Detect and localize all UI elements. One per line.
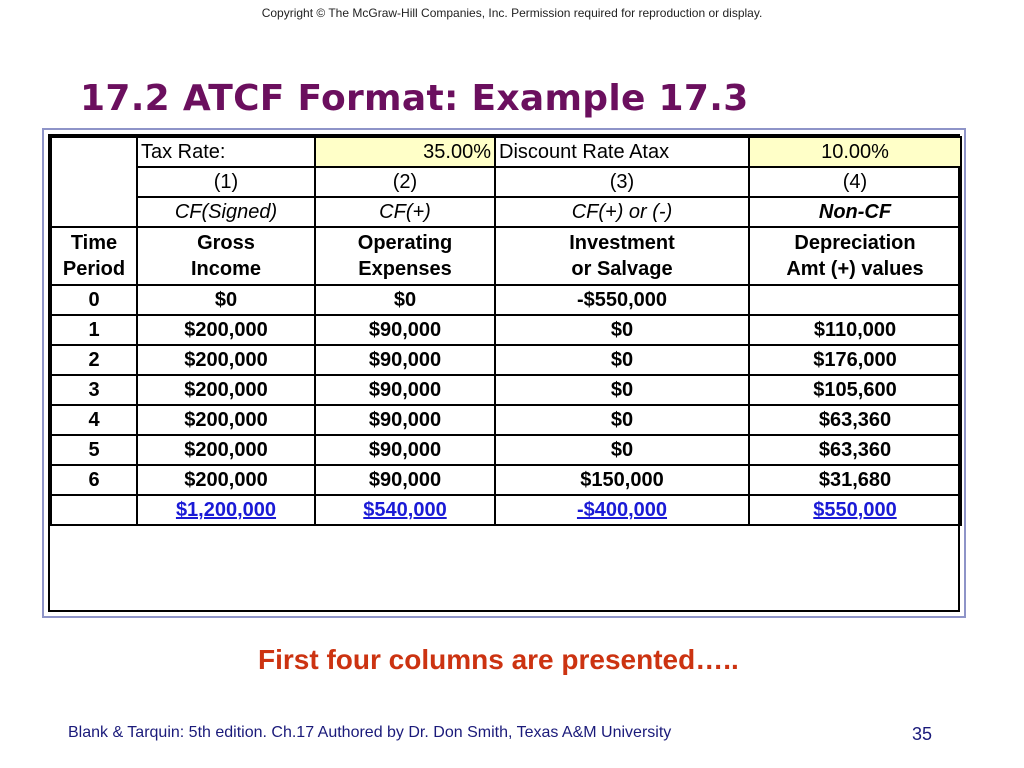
header-line: Depreciation — [794, 232, 916, 254]
table-row — [51, 435, 961, 465]
total-gross-income-link[interactable]: $1,200,000 — [175, 499, 277, 521]
column-number: (3) — [495, 167, 749, 197]
spreadsheet-area — [48, 134, 960, 612]
table-cell: $0 — [137, 285, 315, 315]
header-line: Expenses — [358, 258, 452, 280]
table-cell: $110,000 — [749, 315, 961, 345]
table-row — [51, 345, 961, 375]
table-cell: $0 — [495, 435, 749, 465]
table-cell: $0 — [495, 375, 749, 405]
total-investment-link[interactable]: -$400,000 — [576, 499, 668, 521]
table-cell: $90,000 — [315, 435, 495, 465]
column-type: Non-CF — [749, 197, 961, 227]
tax-rate-value[interactable]: 35.00% — [315, 137, 495, 167]
table-row — [51, 285, 961, 315]
total-operating-expenses-link[interactable]: $540,000 — [363, 499, 447, 521]
column-number-row — [51, 167, 961, 197]
page-number: 35 — [912, 724, 933, 744]
blank-corner-cell — [51, 137, 137, 227]
spreadsheet-frame — [42, 128, 966, 618]
table-cell: $31,680 — [749, 465, 961, 495]
header-line: Time — [70, 232, 118, 254]
totals-blank-cell — [51, 495, 137, 525]
table-row — [51, 375, 961, 405]
copyright-notice: Copyright © The McGraw-Hill Companies, Inc. Permission required for reproduction or display. — [261, 6, 763, 20]
table-cell: $0 — [495, 345, 749, 375]
tax-rate-label: Tax Rate: — [137, 137, 315, 167]
table-cell: $200,000 — [137, 375, 315, 405]
header-line: Period — [62, 258, 126, 280]
header-line: or Salvage — [571, 258, 673, 280]
total-cell — [315, 495, 495, 525]
discount-rate-value[interactable]: 10.00% — [749, 137, 961, 167]
column-type: CF(+) — [315, 197, 495, 227]
header-investment-salvage — [495, 227, 749, 285]
table-cell: -$550,000 — [495, 285, 749, 315]
column-type: CF(Signed) — [137, 197, 315, 227]
total-cell — [749, 495, 961, 525]
table-cell: $90,000 — [315, 315, 495, 345]
totals-row — [51, 495, 961, 525]
table-cell: $63,360 — [749, 405, 961, 435]
column-number: (2) — [315, 167, 495, 197]
header-line: Income — [190, 258, 262, 280]
atcf-table — [50, 136, 962, 526]
total-depreciation-link[interactable]: $550,000 — [813, 499, 897, 521]
table-cell: $200,000 — [137, 345, 315, 375]
table-cell: $200,000 — [137, 465, 315, 495]
column-type-row — [51, 197, 961, 227]
column-type: CF(+) or (-) — [495, 197, 749, 227]
total-cell — [495, 495, 749, 525]
table-cell: $176,000 — [749, 345, 961, 375]
header-gross-income — [137, 227, 315, 285]
table-cell: 2 — [51, 345, 137, 375]
table-cell: 5 — [51, 435, 137, 465]
header-operating-expenses — [315, 227, 495, 285]
table-row — [51, 465, 961, 495]
header-line: Amt (+) values — [786, 258, 924, 280]
slide-caption: First four columns are presented….. — [258, 644, 739, 675]
table-cell: $0 — [315, 285, 495, 315]
table-cell — [749, 285, 961, 315]
table-cell: $200,000 — [137, 435, 315, 465]
header-time-period — [51, 227, 137, 285]
rates-row — [51, 137, 961, 167]
column-header-row — [51, 227, 961, 285]
table-cell: $0 — [495, 405, 749, 435]
header-line: Operating — [357, 232, 453, 254]
table-cell: $0 — [495, 315, 749, 345]
table-cell: $90,000 — [315, 375, 495, 405]
table-cell: $63,360 — [749, 435, 961, 465]
column-number: (1) — [137, 167, 315, 197]
table-cell: 4 — [51, 405, 137, 435]
table-cell: $105,600 — [749, 375, 961, 405]
table-cell: $90,000 — [315, 345, 495, 375]
table-cell: 6 — [51, 465, 137, 495]
total-cell — [137, 495, 315, 525]
slide-title: 17.2 ATCF Format: Example 17.3 — [80, 78, 749, 119]
table-row — [51, 315, 961, 345]
table-cell: 0 — [51, 285, 137, 315]
discount-rate-label: Discount Rate Atax — [495, 137, 749, 167]
table-cell: $200,000 — [137, 405, 315, 435]
table-cell: 3 — [51, 375, 137, 405]
table-cell: $200,000 — [137, 315, 315, 345]
slide-footer: Blank & Tarquin: 5th edition. Ch.17 Authored by Dr. Don Smith, Texas A&M University — [68, 724, 672, 741]
table-cell: $150,000 — [495, 465, 749, 495]
header-line: Gross — [197, 232, 255, 254]
table-cell: $90,000 — [315, 465, 495, 495]
table-cell: $90,000 — [315, 405, 495, 435]
column-number: (4) — [749, 167, 961, 197]
header-depreciation — [749, 227, 961, 285]
header-line: Investment — [569, 232, 675, 254]
table-row — [51, 405, 961, 435]
table-cell: 1 — [51, 315, 137, 345]
